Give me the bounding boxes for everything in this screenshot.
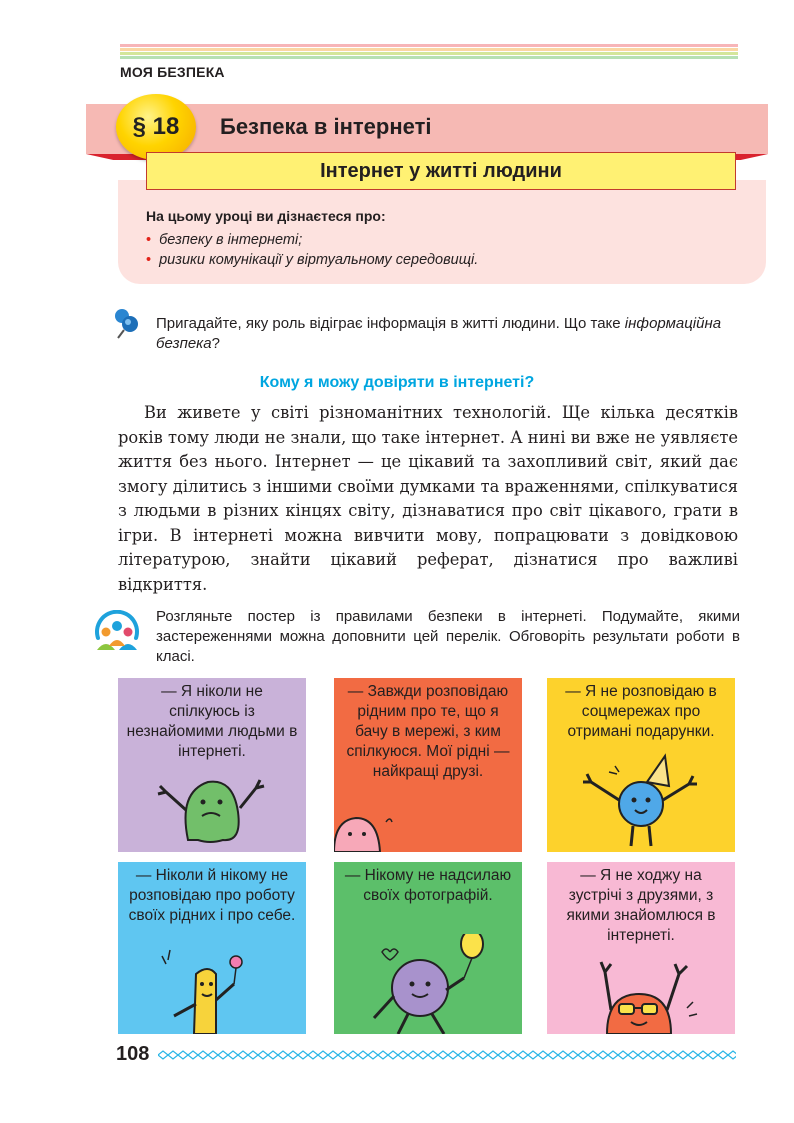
yellow-figure-icon [118, 944, 306, 1034]
stripe-4 [120, 56, 738, 59]
paragraph-number: § 18 [132, 113, 180, 140]
rule-card-text: — Я не ходжу на зустрічі з друзями, з якими знайомлюся в інтернеті. [566, 867, 716, 944]
remember-text [156, 314, 742, 354]
rule-card-2 [334, 678, 522, 852]
purple-ball-icon [334, 934, 522, 1034]
section-heading: Кому я можу довіряти в інтернеті? [259, 374, 535, 391]
header-stripes [120, 44, 738, 62]
stripe-3 [120, 52, 738, 55]
rule-card-4 [118, 862, 306, 1034]
page-number: 108 [116, 1043, 150, 1065]
remember-text-end: ? [211, 335, 220, 352]
remember-italic-term: інформаційна безпека [156, 315, 722, 352]
stripe-2 [120, 48, 738, 51]
task-text: Розгляньте постер із правилами безпеки в інтернеті. Подумайте, якими застереженнями можна доповнити цей перелік. Обговоріть результати роботи в класі. [156, 608, 740, 665]
green-blob-icon [118, 752, 306, 852]
rule-card-5 [334, 862, 522, 1034]
pink-head-icon [334, 792, 522, 852]
learn-item: • безпеку в інтернеті; [146, 230, 478, 250]
section-label: МОЯ БЕЗПЕКА [120, 64, 225, 80]
group-discussion-icon [92, 610, 142, 656]
learn-item: • ризики комунікації у віртуальному середовищі. [146, 250, 478, 270]
blue-ball-icon [547, 742, 735, 852]
rule-card-text: — Нікому не надсилаю своїх фотографій. [344, 867, 512, 904]
lesson-title: Безпека в інтернеті [220, 114, 432, 139]
remember-text-part: Пригадайте, яку роль відіграє інформація в житті людини. Що таке [156, 315, 625, 332]
lesson-subtitle: Інтернет у житті людини [320, 159, 562, 182]
rule-card-text: — Я ніколи не спілкуюсь із незнайомими людьми в інтернеті. [126, 683, 298, 760]
rule-card-text: — Я не розповідаю в соцмережах про отримані подарунки. [565, 683, 717, 740]
subtitle-box [146, 152, 736, 190]
learn-heading: На цьому уроці ви дізнаєтеся про: [146, 208, 386, 224]
rule-card-6 [547, 862, 735, 1034]
stripe-1 [120, 44, 738, 47]
rule-card-1 [118, 678, 306, 852]
paragraph-badge [116, 94, 196, 160]
decorative-zigzag-border [158, 1048, 736, 1062]
orange-figure-icon [547, 954, 735, 1034]
rule-card-3 [547, 678, 735, 852]
main-paragraph: Ви живете у світі різноманітних технологій. Ще кілька десятків років тому люди не знали, що таке інтернет. А нині ви вже не уявляєте життя без нього. Інтернет — це цікавий та захопливий світ, який дає змогу ділитись з іншими своїми думками та враженнями, спілкуватися з людьми в різних кінцях світу, дізнаватися про світ цікавого, грати в ігри. В інтернеті можна вивчити мову, попрацювати з довідковою літературою, знайти цікавий реферат, дізнатися про важливі відкриття. [118, 403, 738, 594]
pin-icon [110, 306, 144, 340]
learn-list [146, 230, 478, 270]
rule-card-text: — Завжди розповідаю рідним про те, що я бачу в мережі, з ким спілкуюся. Мої рідні — найкращі друзі. [346, 683, 510, 780]
rule-card-text: — Ніколи й нікому не розповідаю про роботу своїх рідних і про себе. [128, 867, 296, 924]
